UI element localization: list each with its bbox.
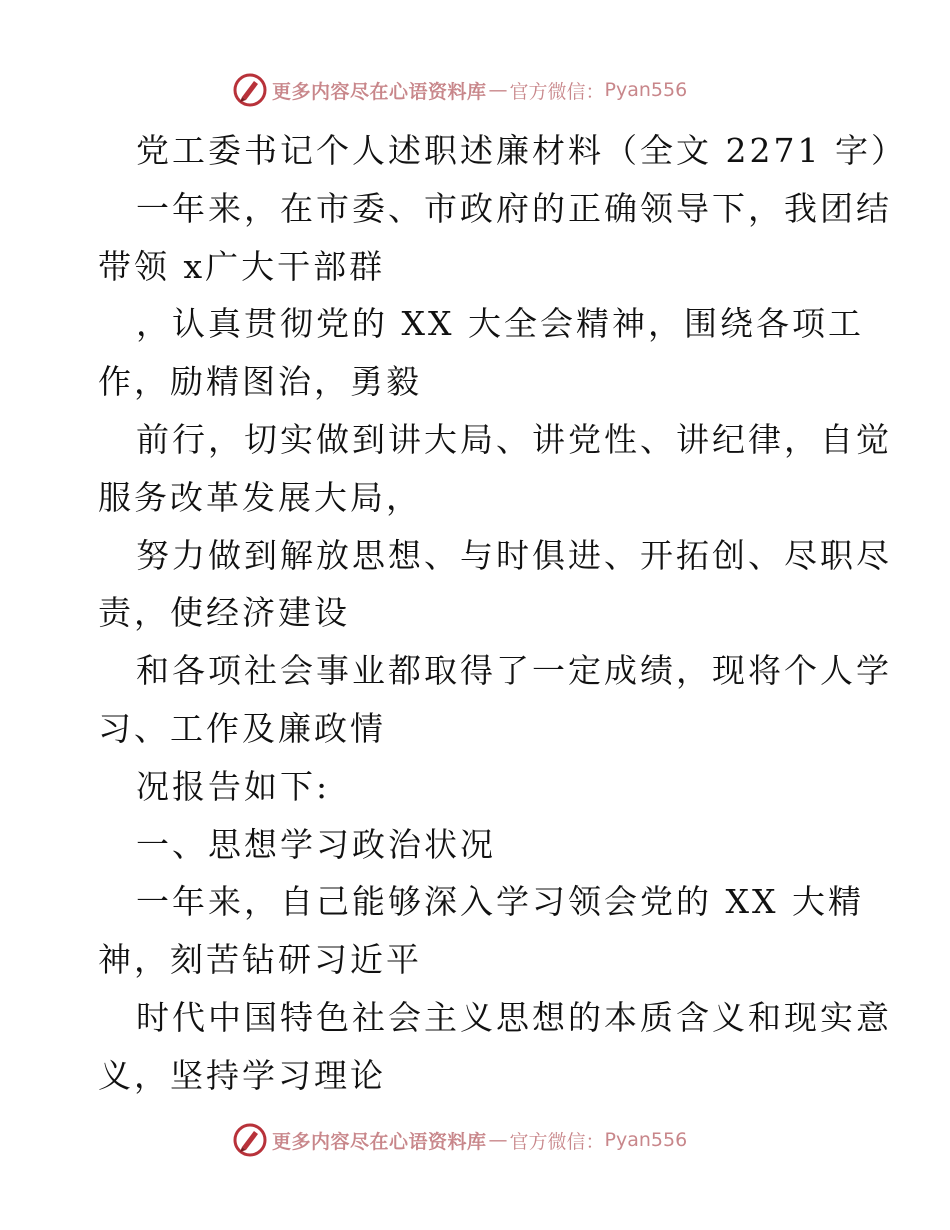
text-line: 责，使经济建设 [98, 593, 350, 633]
document-body [98, 122, 907, 1105]
text-line: 和各项社会事业都取得了一定成绩，现将个人学 [136, 651, 892, 691]
watermark-site: 更多内容尽在心语资料库 [272, 80, 487, 103]
text-line: ，认真贯彻党的 XX 大全会精神，围绕各项工 [136, 304, 864, 344]
text-line: 习、工作及廉政情 [98, 708, 386, 748]
text-line: 努力做到解放思想、与时俱进、开拓创、尽职尽 [136, 535, 892, 575]
watermark-wechat-id: Pyan556 [604, 79, 688, 101]
text-line: 况报告如下: [136, 766, 331, 806]
text-line: 神，刻苦钻研习近平 [98, 940, 422, 980]
section-heading: 一、思想学习政治状况 [136, 824, 496, 864]
watermark-wechat-id: Pyan556 [604, 1129, 688, 1151]
text-line: 作，励精图治，勇毅 [98, 362, 422, 402]
watermark-wechat-label: 官方微信： [509, 1130, 605, 1153]
header-watermark [232, 70, 687, 110]
watermark-wechat-label: 官方微信： [509, 80, 605, 103]
footer-watermark [232, 1120, 687, 1160]
watermark-site: 更多内容尽在心语资料库 [272, 1130, 487, 1153]
text-line: 义，坚持学习理论 [98, 1055, 386, 1095]
text-line: 一年来，在市委、市政府的正确领导下，我团结 [136, 188, 892, 228]
watermark-separator: — [488, 1129, 508, 1151]
text-line: 带领 x广大干部群 [98, 246, 386, 286]
watermark-separator: — [488, 79, 508, 101]
document-title: 党工委书记个人述职述廉材料（全文 2271 字） [136, 131, 907, 170]
text-line: 一年来，自己能够深入学习领会党的 XX 大精 [136, 882, 864, 922]
text-line: 前行，切实做到讲大局、讲党性、讲纪律，自觉 [136, 419, 892, 459]
pen-logo-icon [232, 1122, 268, 1158]
pen-logo-icon [232, 72, 268, 108]
text-line: 时代中国特色社会主义思想的本质含义和现实意 [136, 997, 892, 1037]
text-line: 服务改革发展大局， [98, 477, 422, 517]
